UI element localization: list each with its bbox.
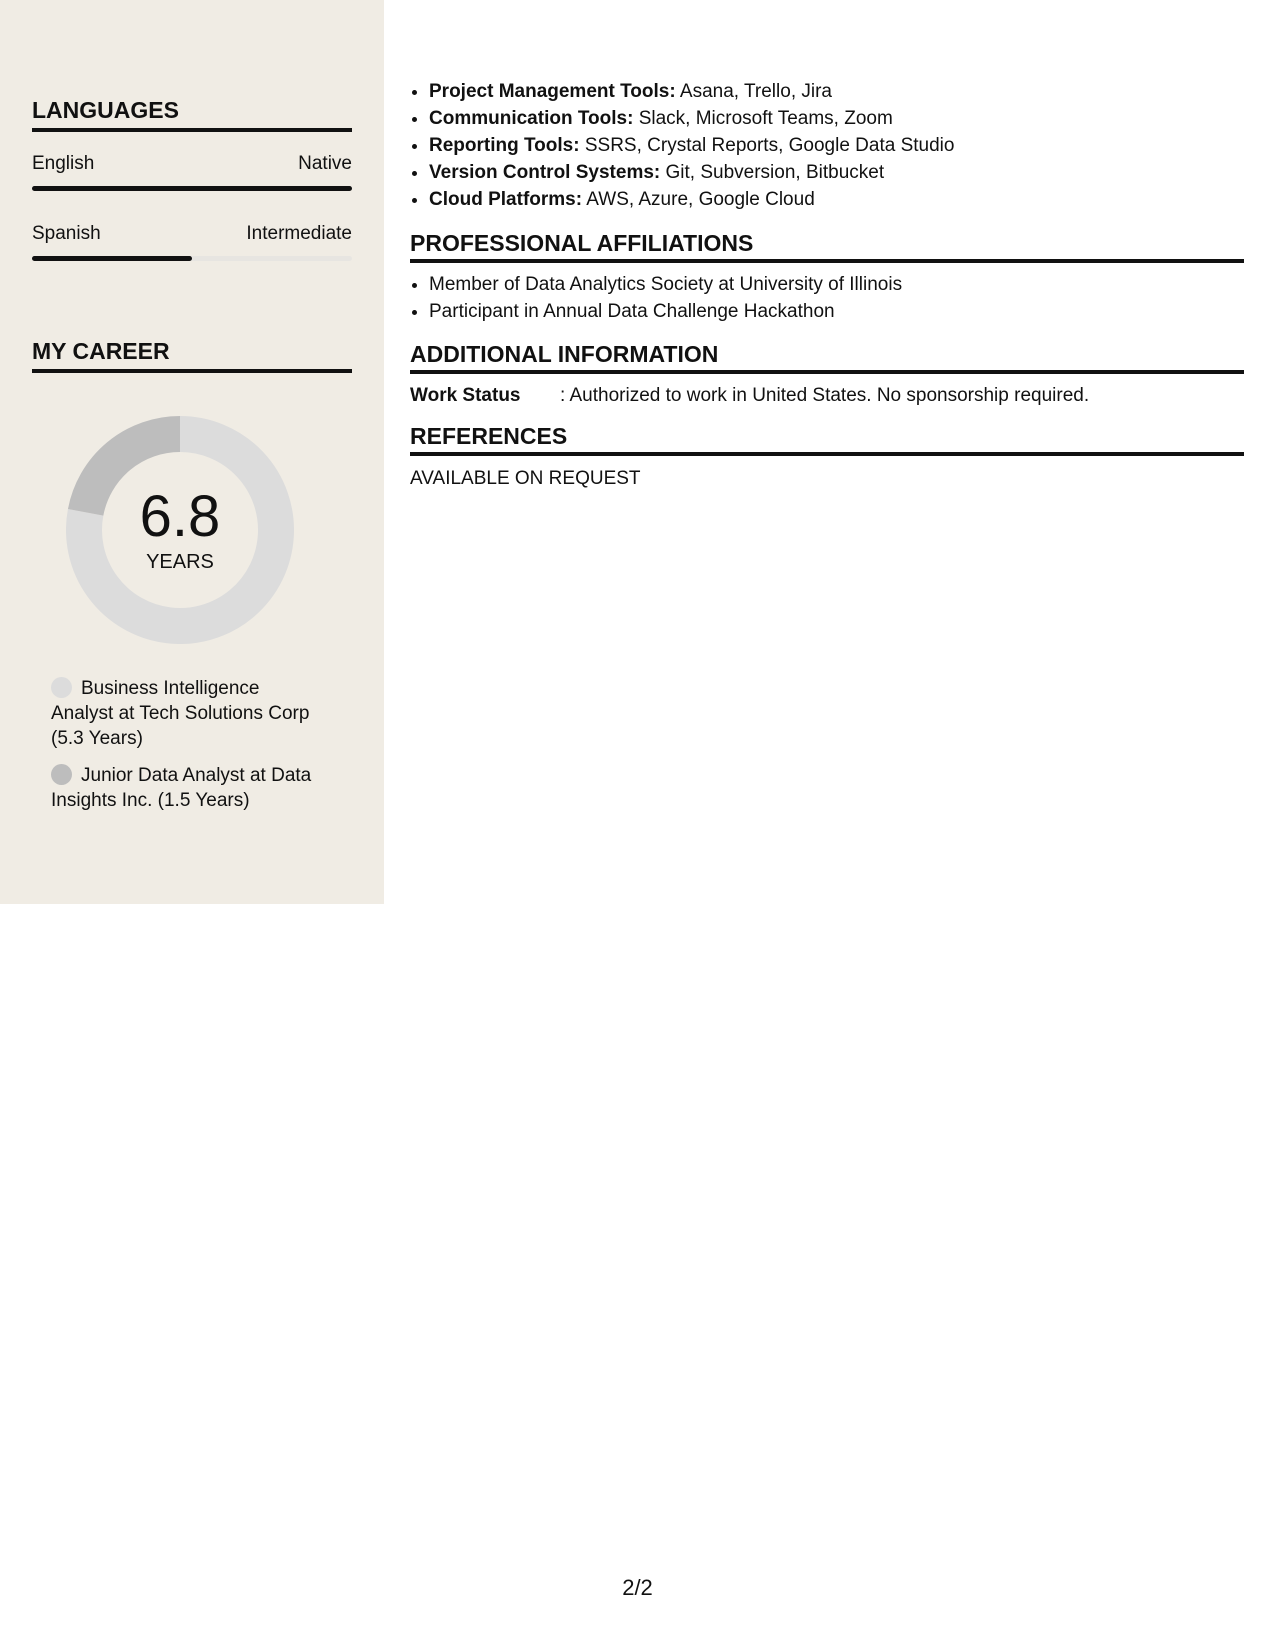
language-proficiency-bar bbox=[32, 256, 352, 261]
legend-dot-icon bbox=[51, 677, 72, 698]
language-spanish bbox=[32, 222, 352, 261]
career-donut-chart bbox=[66, 416, 294, 644]
legend-dot-icon bbox=[51, 764, 72, 785]
career-legend-item bbox=[51, 676, 321, 751]
language-name: Spanish bbox=[32, 223, 101, 244]
skill-values: SSRS, Crystal Reports, Google Data Studio bbox=[584, 135, 955, 156]
affiliations-list bbox=[410, 271, 1229, 325]
language-english bbox=[32, 152, 352, 191]
skill-values: Asana, Trello, Jira bbox=[679, 81, 832, 102]
work-status-row bbox=[410, 383, 1089, 409]
language-proficiency-fill bbox=[32, 256, 192, 261]
career-heading: MY CAREER bbox=[32, 337, 352, 373]
references-heading: REFERENCES bbox=[410, 422, 1244, 456]
list-item: • Member of Data Analytics Society at University of Illinois bbox=[429, 271, 1229, 298]
language-level: Intermediate bbox=[246, 223, 352, 244]
language-proficiency-fill bbox=[32, 186, 352, 191]
language-level: Native bbox=[298, 153, 352, 174]
affiliations-heading: PROFESSIONAL AFFILIATIONS bbox=[410, 229, 1244, 263]
skill-values: Slack, Microsoft Teams, Zoom bbox=[638, 108, 893, 129]
work-status-label: Work Status bbox=[410, 385, 521, 406]
skill-values: Git, Subversion, Bitbucket bbox=[665, 162, 885, 183]
skill-category: Project Management Tools: bbox=[429, 81, 676, 102]
sidebar bbox=[0, 0, 384, 904]
list-item bbox=[429, 132, 1229, 159]
skill-category: Communication Tools: bbox=[429, 108, 634, 129]
career-total-unit: YEARS bbox=[146, 551, 214, 573]
additional-info-heading: ADDITIONAL INFORMATION bbox=[410, 340, 1244, 374]
skill-values: AWS, Azure, Google Cloud bbox=[586, 189, 815, 210]
career-legend-item bbox=[51, 763, 321, 813]
career-legend-label: Business Intelligence Analyst at Tech Solutions Corp (5.3 Years) bbox=[51, 678, 310, 749]
skills-list bbox=[410, 78, 1229, 213]
career-total-years: 6.8 bbox=[139, 484, 221, 549]
career-legend-label: Junior Data Analyst at Data Insights Inc. (1.5 Years) bbox=[51, 765, 312, 811]
languages-heading: LANGUAGES bbox=[32, 96, 352, 132]
list-item: • Participant in Annual Data Challenge Hackathon bbox=[429, 298, 1229, 325]
skill-category: Reporting Tools: bbox=[429, 135, 580, 156]
list-item bbox=[429, 186, 1229, 213]
list-item bbox=[429, 159, 1229, 186]
work-status-value: : Authorized to work in United States. No sponsorship required. bbox=[560, 385, 1090, 406]
references-text: AVAILABLE ON REQUEST bbox=[410, 468, 641, 489]
skill-category: Version Control Systems: bbox=[429, 162, 661, 183]
list-item bbox=[429, 78, 1229, 105]
skill-category: Cloud Platforms: bbox=[429, 189, 583, 210]
list-item bbox=[429, 105, 1229, 132]
language-name: English bbox=[32, 153, 95, 174]
page-number: 2/2 bbox=[622, 1575, 653, 1600]
language-proficiency-bar bbox=[32, 186, 352, 191]
